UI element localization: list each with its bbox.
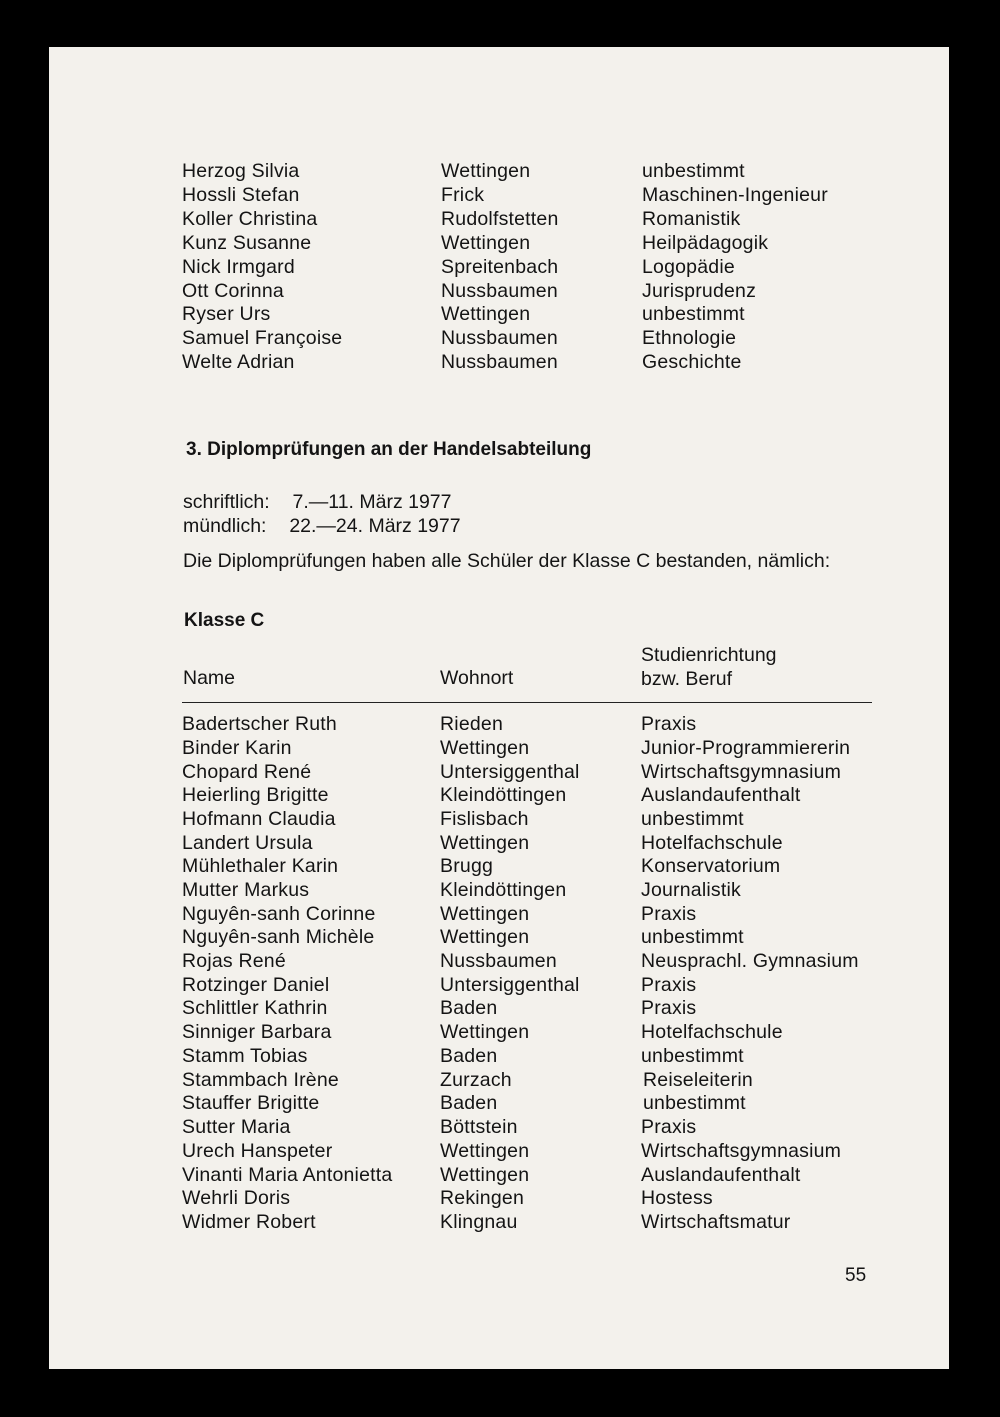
written-exam-dates [183,491,452,514]
student-place: Brugg [440,855,494,877]
header-place: Wohnort [440,667,514,689]
class-title: Klasse C [184,610,265,631]
header-name: Name [183,667,236,689]
student-place: Rieden [440,713,503,735]
table-row [49,1045,949,1069]
table-row [49,808,949,832]
student-field: Praxis [641,997,697,1019]
student-name: Mutter Markus [182,879,310,901]
student-place: Wettingen [441,232,531,254]
student-field: Praxis [641,974,697,996]
list-item [49,184,949,208]
table-row [49,950,949,974]
student-name: Rotzinger Daniel [182,974,330,996]
student-name: Widmer Robert [182,1211,316,1233]
student-place: Kleindöttingen [440,879,567,901]
student-field: Hostess [641,1187,713,1209]
student-name: Heierling Brigitte [182,784,329,806]
student-field: Praxis [641,713,697,735]
list-item [49,327,949,351]
student-place: Wettingen [440,1164,530,1186]
student-field: Hotelfachschule [641,1021,783,1043]
student-name: Ott Corinna [182,280,284,302]
student-place: Klingnau [440,1211,518,1233]
list-item [49,303,949,327]
student-field: unbestimmt [641,1045,744,1067]
student-place: Fislisbach [440,808,529,830]
table-row [49,974,949,998]
student-place: Rudolfstetten [441,208,559,230]
table-row [49,879,949,903]
table-row [49,1140,949,1164]
student-place: Wettingen [440,1021,530,1043]
document-page [49,47,949,1369]
student-field: unbestimmt [641,808,744,830]
student-name: Chopard René [182,761,312,783]
student-place: Wettingen [440,737,530,759]
student-name: Stamm Tobias [182,1045,308,1067]
student-place: Rekingen [440,1187,524,1209]
student-place: Baden [440,997,498,1019]
section-title: 3. Diplomprüfungen an der Handelsabteilung [186,439,592,460]
student-place: Zurzach [440,1069,512,1091]
table-row [49,784,949,808]
student-place: Kleindöttingen [440,784,567,806]
table-row [49,761,949,785]
list-item [49,256,949,280]
student-field: Journalistik [641,879,741,901]
student-name: Koller Christina [182,208,318,230]
student-place: Wettingen [440,1140,530,1162]
student-place: Spreitenbach [441,256,559,278]
table-row [49,997,949,1021]
table-row [49,1116,949,1140]
student-place: Nussbaumen [441,327,558,349]
student-place: Böttstein [440,1116,518,1138]
student-field: unbestimmt [641,926,744,948]
student-field: Reiseleiterin [643,1069,753,1091]
table-row [49,832,949,856]
table-row [49,713,949,737]
student-name: Binder Karin [182,737,292,759]
student-name: Rojas René [182,950,286,972]
header-field-line1: Studienrichtung [641,644,777,666]
student-field: unbestimmt [642,303,745,325]
student-place: Untersiggenthal [440,974,580,996]
student-place: Untersiggenthal [440,761,580,783]
student-name: Ryser Urs [182,303,271,325]
student-name: Vinanti Maria Antonietta [182,1164,393,1186]
student-name: Sinniger Barbara [182,1021,332,1043]
student-field: Heilpädagogik [642,232,769,254]
student-name: Welte Adrian [182,351,295,373]
written-dates: 7.—11. März 1977 [292,491,452,513]
table-row [49,903,949,927]
student-name: Urech Hanspeter [182,1140,333,1162]
student-field: Hotelfachschule [641,832,783,854]
student-field: Geschichte [642,351,742,373]
table-row [49,855,949,879]
student-field: Maschinen-Ingenieur [642,184,828,206]
student-place: Nussbaumen [441,351,558,373]
student-name: Herzog Silvia [182,160,300,182]
table-row [49,1211,949,1235]
student-place: Wettingen [441,160,531,182]
student-place: Baden [440,1045,498,1067]
table-row [49,1092,949,1116]
list-item [49,160,949,184]
table-row [49,1164,949,1188]
student-place: Wettingen [440,926,530,948]
student-name: Hofmann Claudia [182,808,336,830]
student-field: Jurisprudenz [642,280,757,302]
student-field: unbestimmt [643,1092,746,1114]
list-item [49,280,949,304]
student-name: Kunz Susanne [182,232,312,254]
student-place: Nussbaumen [441,280,558,302]
student-field: Praxis [641,903,697,925]
student-field: Auslandaufenthalt [641,784,801,806]
list-item [49,208,949,232]
student-field: Ethnologie [642,327,737,349]
list-item [49,351,949,375]
header-divider [182,702,872,703]
student-field: unbestimmt [642,160,745,182]
student-place: Frick [441,184,485,206]
student-place: Nussbaumen [440,950,557,972]
header-field-line2: bzw. Beruf [641,668,733,690]
header-field [641,643,777,691]
student-name: Stammbach Irène [182,1069,339,1091]
student-name: Mühlethaler Karin [182,855,339,877]
page-number: 55 [845,1265,867,1286]
intro-paragraph: Die Diplomprüfungen haben alle Schüler der Klasse C bestanden, nämlich: [183,550,831,572]
student-name: Landert Ursula [182,832,313,854]
student-field: Wirtschaftsgymnasium [641,1140,842,1162]
student-field: Wirtschaftsgymnasium [641,761,842,783]
student-place: Wettingen [440,832,530,854]
student-name: Badertscher Ruth [182,713,337,735]
student-name: Nguyên-sanh Michèle [182,926,375,948]
student-field: Logopädie [642,256,735,278]
student-name: Nick Irmgard [182,256,295,278]
table-row [49,1069,949,1093]
student-name: Wehrli Doris [182,1187,291,1209]
student-field: Romanistik [642,208,741,230]
table-row [49,737,949,761]
table-row [49,926,949,950]
student-field: Neusprachl. Gymnasium [641,950,859,972]
student-name: Sutter Maria [182,1116,291,1138]
student-field: Wirtschaftsmatur [641,1211,791,1233]
student-place: Wettingen [441,303,531,325]
student-field: Praxis [641,1116,697,1138]
oral-dates: 22.—24. März 1977 [289,515,461,537]
table-row [49,1187,949,1211]
student-place: Wettingen [440,903,530,925]
student-place: Baden [440,1092,498,1114]
student-name: Schlittler Kathrin [182,997,328,1019]
student-field: Junior-Programmiererin [641,737,851,759]
student-name: Nguyên-sanh Corinne [182,903,376,925]
written-label: schriftlich: [183,491,270,513]
student-field: Auslandaufenthalt [641,1164,801,1186]
table-row [49,1021,949,1045]
oral-label: mündlich: [183,515,267,537]
list-item [49,232,949,256]
student-field: Konservatorium [641,855,781,877]
student-name: Stauffer Brigitte [182,1092,320,1114]
oral-exam-dates [183,515,461,538]
student-name: Samuel Françoise [182,327,343,349]
student-name: Hossli Stefan [182,184,300,206]
